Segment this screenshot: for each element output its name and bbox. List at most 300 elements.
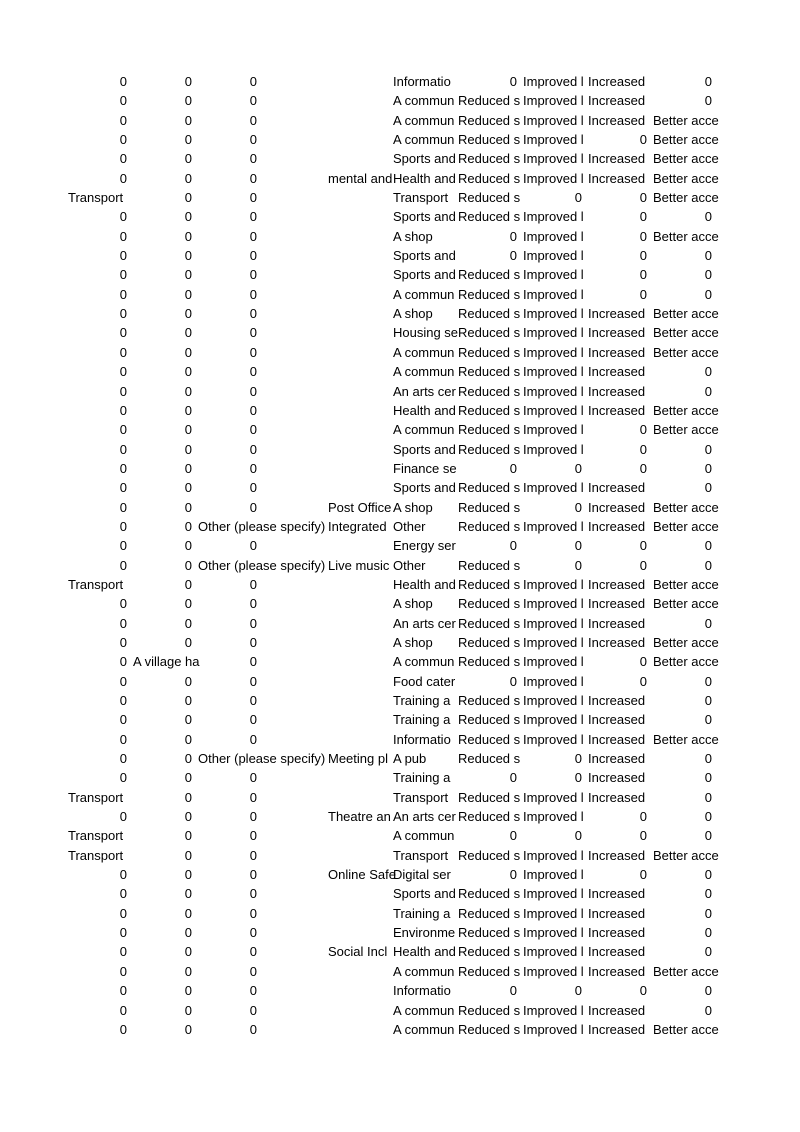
table-cell: Better acce <box>653 963 719 979</box>
table-cell: 0 <box>184 576 192 592</box>
table-cell: A commun <box>393 344 455 360</box>
table-cell: Live music <box>328 557 390 573</box>
table-cell: Reduced s <box>458 441 521 457</box>
table-cell <box>325 768 390 787</box>
table-cell: 0 <box>119 480 127 496</box>
table-cell: 0 <box>249 1021 257 1037</box>
table-cell: 0 <box>119 944 127 960</box>
table-cell: 0 <box>639 209 647 225</box>
table-cell: Reduced s <box>458 596 521 612</box>
table-cell: 0 <box>184 170 192 186</box>
table-cell: Transport <box>393 847 449 863</box>
table-cell: 0 <box>639 286 647 302</box>
table-cell: 0 <box>249 596 257 612</box>
table-cell: 0 <box>249 615 257 631</box>
table-cell: Informatio <box>393 983 451 999</box>
table-cell <box>260 865 325 884</box>
table-cell: Increased <box>588 1021 646 1037</box>
table-cell: 0 <box>249 867 257 883</box>
table-cell: A shop <box>393 499 433 515</box>
table-cell: 0 <box>184 789 192 805</box>
table-cell: 0 <box>184 538 192 554</box>
table-cell: 0 <box>184 112 192 128</box>
table-cell: Improved l <box>523 847 584 863</box>
table-cell: Transport <box>68 828 124 844</box>
table-cell <box>260 149 325 168</box>
table-cell: 0 <box>704 809 712 825</box>
table-cell: 0 <box>704 712 712 728</box>
table-cell: 0 <box>704 770 712 786</box>
table-cell: A commun <box>393 1021 455 1037</box>
table-cell: 0 <box>249 634 257 650</box>
table-cell: Reduced s <box>458 1002 521 1018</box>
table-cell: 0 <box>509 673 517 689</box>
table-cell: 0 <box>184 770 192 786</box>
table-cell: Increased <box>588 847 646 863</box>
table-cell: 0 <box>249 731 257 747</box>
table-cell: Training a <box>393 712 451 728</box>
table-cell: Reduced s <box>458 383 521 399</box>
table-cell: 0 <box>249 654 257 670</box>
table-cell: 0 <box>119 712 127 728</box>
table-cell: 0 <box>509 228 517 244</box>
table-cell: Better acce <box>653 228 719 244</box>
table-cell: 0 <box>119 132 127 148</box>
table-cell: 0 <box>184 306 192 322</box>
table-cell: Digital ser <box>393 867 451 883</box>
table-cell: Increased <box>588 712 646 728</box>
table-cell: 0 <box>574 190 582 206</box>
table-cell: Improved l <box>523 306 584 322</box>
table-cell: Increased <box>588 596 646 612</box>
table-cell <box>325 246 390 265</box>
table-cell: 0 <box>249 286 257 302</box>
table-cell: Reduced s <box>458 847 521 863</box>
table-cell: 0 <box>119 673 127 689</box>
table-cell: A commun <box>393 364 455 380</box>
table-cell: 0 <box>704 248 712 264</box>
table-cell: Increased <box>588 364 646 380</box>
table-cell: Integrated <box>328 518 387 534</box>
table-cell: 0 <box>249 673 257 689</box>
table-cell: A shop <box>393 228 433 244</box>
table-cell: 0 <box>509 460 517 476</box>
table-cell: 0 <box>639 228 647 244</box>
table-cell: 0 <box>704 383 712 399</box>
table-cell <box>260 536 325 555</box>
table-cell: 0 <box>509 770 517 786</box>
table-cell <box>260 672 325 691</box>
table-cell: Improved l <box>523 93 584 109</box>
table-cell: 0 <box>704 267 712 283</box>
table-cell: 0 <box>119 441 127 457</box>
table-cell: 0 <box>184 151 192 167</box>
table-cell <box>260 768 325 787</box>
table-cell: 0 <box>119 751 127 767</box>
table-cell: Transport <box>68 190 124 206</box>
table-cell: 0 <box>249 770 257 786</box>
table-cell <box>260 498 325 517</box>
table-cell: 0 <box>184 557 192 573</box>
table-cell: Reduced s <box>458 731 521 747</box>
table-cell <box>325 923 390 942</box>
table-cell: Improved l <box>523 209 584 225</box>
table-cell <box>325 788 390 807</box>
table-cell <box>325 962 390 981</box>
table-cell: 0 <box>704 867 712 883</box>
table-cell: An arts cer <box>393 383 456 399</box>
table-cell: Better acce <box>653 654 719 670</box>
table-cell: 0 <box>704 905 712 921</box>
table-cell: Increased <box>588 93 646 109</box>
table-cell: A commun <box>393 286 455 302</box>
table-cell: Social Incl <box>328 944 388 960</box>
table-cell: 0 <box>249 925 257 941</box>
table-cell: 0 <box>249 74 257 89</box>
table-cell: 0 <box>184 209 192 225</box>
table-cell: 0 <box>119 770 127 786</box>
table-cell: Increased <box>588 925 646 941</box>
table-cell <box>325 1020 390 1039</box>
table-cell: Sports and <box>393 886 456 902</box>
table-cell: Reduced s <box>458 789 521 805</box>
table-cell: 0 <box>704 693 712 708</box>
table-cell: Improved l <box>523 1002 584 1018</box>
table-cell: Improved l <box>523 576 584 592</box>
table-cell: Increased <box>588 480 646 496</box>
table-cell <box>260 807 325 826</box>
table-cell <box>260 323 325 342</box>
table-cell <box>325 594 390 613</box>
table-cell: 0 <box>249 1002 257 1018</box>
table-cell: 0 <box>639 809 647 825</box>
table-cell: 0 <box>119 693 127 708</box>
table-cell: 0 <box>184 228 192 244</box>
table-cell: 0 <box>119 286 127 302</box>
table-cell <box>325 691 390 710</box>
table-cell: 0 <box>119 538 127 554</box>
table-cell: Improved l <box>523 74 584 89</box>
table-cell: Reduced s <box>458 93 521 109</box>
table-cell: 0 <box>119 228 127 244</box>
table-cell: 0 <box>119 112 127 128</box>
table-cell: Increased <box>588 518 646 534</box>
table-cell: Transport <box>68 789 124 805</box>
table-cell: 0 <box>119 886 127 902</box>
table-cell: Transport <box>68 847 124 863</box>
table-cell: 0 <box>119 74 127 89</box>
table-cell <box>260 826 325 845</box>
table-cell: Training a <box>393 905 451 921</box>
table-cell: Better acce <box>653 1021 719 1037</box>
table-cell: 0 <box>249 364 257 380</box>
table-cell: 0 <box>119 383 127 399</box>
table-cell: A shop <box>393 634 433 650</box>
table-cell <box>260 575 325 594</box>
table-cell: 0 <box>249 170 257 186</box>
table-cell: 0 <box>249 944 257 960</box>
table-cell: 0 <box>249 847 257 863</box>
table-cell: 0 <box>639 654 647 670</box>
table-cell: Better acce <box>653 634 719 650</box>
table-cell: 0 <box>184 867 192 883</box>
table-cell: 0 <box>184 325 192 341</box>
table-cell <box>325 826 390 845</box>
table-cell: Reduced s <box>458 151 521 167</box>
table-cell <box>260 265 325 284</box>
table-cell: 0 <box>704 615 712 631</box>
table-cell <box>260 730 325 749</box>
table-cell <box>260 884 325 903</box>
table-cell <box>260 72 325 91</box>
table-cell <box>325 111 390 130</box>
table-cell <box>325 285 390 304</box>
table-cell: 0 <box>184 944 192 960</box>
table-cell: 0 <box>119 731 127 747</box>
table-cell: Improved l <box>523 693 584 708</box>
table-cell: Better acce <box>653 499 719 515</box>
table-cell: 0 <box>249 267 257 283</box>
table-cell: 0 <box>119 925 127 941</box>
table-cell: 0 <box>119 151 127 167</box>
table-cell: 0 <box>184 1021 192 1037</box>
table-cell <box>325 130 390 149</box>
table-cell <box>260 788 325 807</box>
table-cell: Improved l <box>523 1021 584 1037</box>
table-cell: Better acce <box>653 112 719 128</box>
table-cell: Sports and <box>393 151 456 167</box>
table-cell: 0 <box>249 963 257 979</box>
table-cell: Reduced s <box>458 693 521 708</box>
table-cell: Increased <box>588 886 646 902</box>
table-cell: 0 <box>704 944 712 960</box>
table-cell: Reduced s <box>458 615 521 631</box>
table-cell: 0 <box>184 596 192 612</box>
table-cell: Reduced s <box>458 557 521 573</box>
table-cell: 0 <box>704 557 712 573</box>
table-cell: Increased <box>588 693 646 708</box>
table-cell: Reduced s <box>458 925 521 941</box>
table-cell: Reduced s <box>458 809 521 825</box>
table-cell: 0 <box>184 731 192 747</box>
table-cell: Training a <box>393 770 451 786</box>
table-cell <box>260 1001 325 1020</box>
table-cell: 0 <box>704 480 712 496</box>
table-cell: 0 <box>119 615 127 631</box>
table-cell: Energy ser <box>393 538 456 554</box>
table-cell <box>325 730 390 749</box>
table-cell <box>260 1020 325 1039</box>
table-cell: Increased <box>588 963 646 979</box>
table-cell: Informatio <box>393 74 451 89</box>
table-cell: Transport <box>393 190 449 206</box>
table-cell: Reduced s <box>458 499 521 515</box>
table-cell: Improved l <box>523 383 584 399</box>
table-cell: Improved l <box>523 789 584 805</box>
table-cell: Health and <box>393 402 456 418</box>
table-cell <box>325 362 390 381</box>
table-cell: 0 <box>639 190 647 206</box>
table-cell: Better acce <box>653 402 719 418</box>
table-cell: Improved l <box>523 518 584 534</box>
table-cell: Reduced s <box>458 402 521 418</box>
table-cell: Improved l <box>523 712 584 728</box>
table-cell: 0 <box>704 886 712 902</box>
table-cell <box>325 614 390 633</box>
table-cell: 0 <box>184 422 192 438</box>
table-cell: Improved l <box>523 151 584 167</box>
table-cell: Improved l <box>523 344 584 360</box>
table-cell: Sports and <box>393 209 456 225</box>
table-cell: Reduced s <box>458 712 521 728</box>
table-cell: 0 <box>704 983 712 999</box>
table-cell: 0 <box>184 190 192 206</box>
table-cell: 0 <box>639 422 647 438</box>
table-cell: 0 <box>249 151 257 167</box>
table-cell: 0 <box>119 325 127 341</box>
table-cell: A shop <box>393 306 433 322</box>
table-cell: 0 <box>119 344 127 360</box>
table-cell: Reduced s <box>458 654 521 670</box>
table-cell: 0 <box>184 615 192 631</box>
table-cell <box>260 169 325 188</box>
table-cell: Reduced s <box>458 518 521 534</box>
table-cell <box>260 227 325 246</box>
table-cell <box>260 981 325 1000</box>
table-cell <box>260 382 325 401</box>
table-cell: 0 <box>249 441 257 457</box>
table-cell: 0 <box>249 422 257 438</box>
table-cell: 0 <box>184 905 192 921</box>
table-cell <box>325 478 390 497</box>
table-cell: 0 <box>509 74 517 89</box>
table-cell: Reduced s <box>458 325 521 341</box>
table-cell: Reduced s <box>458 190 521 206</box>
table-cell: Better acce <box>653 344 719 360</box>
table-cell: Better acce <box>653 576 719 592</box>
table-cell <box>260 478 325 497</box>
table-cell: 0 <box>704 751 712 767</box>
table-cell: Reduced s <box>458 944 521 960</box>
table-cell <box>325 149 390 168</box>
table-cell: 0 <box>249 480 257 496</box>
table-cell: Improved l <box>523 925 584 941</box>
table-cell <box>325 323 390 342</box>
table-cell: Increased <box>588 306 646 322</box>
table-cell: Reduced s <box>458 267 521 283</box>
table-cell: Health and <box>393 944 456 960</box>
table-cell: 0 <box>249 886 257 902</box>
table-cell: A commun <box>393 963 455 979</box>
table-cell <box>325 652 390 671</box>
table-cell: Improved l <box>523 132 584 148</box>
table-cell: 0 <box>639 267 647 283</box>
table-cell: 0 <box>119 809 127 825</box>
table-cell <box>260 923 325 942</box>
table-cell: Post Office <box>328 499 392 515</box>
table-cell: Online Safe <box>328 867 396 883</box>
table-cell: Reduced s <box>458 886 521 902</box>
table-cell: 0 <box>574 770 582 786</box>
table-cell: Better acce <box>653 190 719 206</box>
table-cell: 0 <box>184 886 192 902</box>
table-cell: 0 <box>249 828 257 844</box>
table-cell: Improved l <box>523 325 584 341</box>
table-cell: 0 <box>249 576 257 592</box>
table-cell <box>325 884 390 903</box>
table-cell: 0 <box>119 248 127 264</box>
table-cell: 0 <box>184 499 192 515</box>
table-cell: 0 <box>184 634 192 650</box>
table-cell <box>325 304 390 323</box>
table-cell: Improved l <box>523 886 584 902</box>
table-cell: 0 <box>119 402 127 418</box>
table-cell: Reduced s <box>458 364 521 380</box>
table-cell: Increased <box>588 770 646 786</box>
table-cell <box>325 227 390 246</box>
table-cell: Better acce <box>653 422 719 438</box>
table-cell: 0 <box>574 828 582 844</box>
table-cell: 0 <box>184 402 192 418</box>
table-cell: 0 <box>249 693 257 708</box>
table-cell: Better acce <box>653 151 719 167</box>
table-cell: Improved l <box>523 228 584 244</box>
table-cell: Improved l <box>523 673 584 689</box>
table-cell <box>325 710 390 729</box>
table-cell: 0 <box>704 1002 712 1018</box>
table-cell: Reduced s <box>458 132 521 148</box>
table-cell: Improved l <box>523 615 584 631</box>
table-cell: Improved l <box>523 267 584 283</box>
table-cell: 0 <box>249 248 257 264</box>
table-cell: Other (please specify) <box>198 751 326 767</box>
table-cell <box>260 420 325 439</box>
table-cell: 0 <box>509 538 517 554</box>
table-cell: Increased <box>588 789 646 805</box>
table-cell <box>260 111 325 130</box>
table-cell: Increased <box>588 615 646 631</box>
table-cell: 0 <box>249 809 257 825</box>
table-cell: 0 <box>249 93 257 109</box>
table-cell: 0 <box>509 248 517 264</box>
table-cell: 0 <box>119 1002 127 1018</box>
table-cell: 0 <box>639 557 647 573</box>
table-cell: 0 <box>574 751 582 767</box>
table-cell: 0 <box>184 267 192 283</box>
table-cell: Sports and <box>393 480 456 496</box>
table-cell: Theatre an <box>328 809 391 825</box>
table-cell: 0 <box>639 867 647 883</box>
table-cell: Sports and <box>393 248 456 264</box>
table-cell <box>260 942 325 961</box>
table-cell: Food cater <box>393 673 456 689</box>
table-cell: Other (please specify) <box>198 557 326 573</box>
table-cell: A village ha <box>133 654 200 670</box>
table-cell: 0 <box>639 248 647 264</box>
table-cell: Improved l <box>523 944 584 960</box>
table-cell: Finance se <box>393 460 457 476</box>
table-cell: 0 <box>119 634 127 650</box>
table-cell: Other <box>393 557 426 573</box>
table-cell <box>325 401 390 420</box>
table-cell: Reduced s <box>458 170 521 186</box>
table-cell: Increased <box>588 151 646 167</box>
table-cell: 0 <box>119 460 127 476</box>
table-cell: A commun <box>393 112 455 128</box>
table-cell: 0 <box>119 306 127 322</box>
table-cell <box>325 72 390 91</box>
table-cell <box>260 846 325 865</box>
